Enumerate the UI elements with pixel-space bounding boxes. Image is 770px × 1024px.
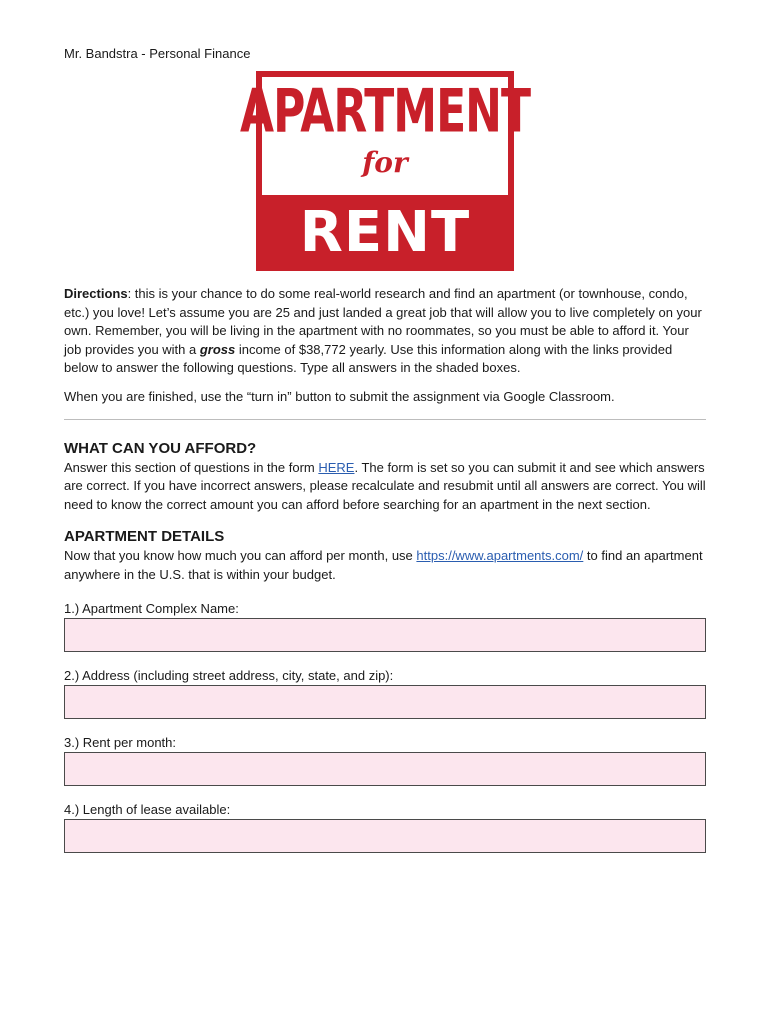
afford-heading: WHAT CAN YOU AFFORD? [64, 439, 257, 457]
directions-text-1: : this is your chance to do some real-world research and find an apartment (or townhouse, condo, etc.) you love! Let’s assume you are 25 and just landed a great job that will allow you to live completely on your own. Remember, you will be living in the apartment with no roommates, so you must be able to afford it. Your job provides you with a [64, 286, 702, 357]
afford-text-1: Answer this section of questions in the form [64, 459, 319, 475]
question-1-label: 1.) Apartment Complex Name: [64, 600, 239, 616]
apartments-com-link[interactable]: https://www.apartments.com/ [416, 548, 584, 564]
course-header: Mr. Bandstra - Personal Finance [64, 46, 251, 61]
directions-paragraph [64, 285, 706, 378]
finish-instructions: When you are finished, use the “turn in” button to submit the assignment via Google Classroom. [64, 388, 615, 404]
gross-emphasis: gross [199, 341, 236, 357]
apartment-complex-name-field[interactable] [64, 618, 706, 652]
question-3-label: 3.) Rent per month: [64, 734, 176, 750]
question-4-label: 4.) Length of lease available: [64, 801, 231, 817]
sign-apartment-text: APARTMENT [240, 77, 530, 147]
details-paragraph [64, 547, 706, 584]
details-heading: APARTMENT DETAILS [64, 528, 225, 546]
question-2-label: 2.) Address (including street address, city, state, and zip): [64, 667, 394, 683]
question-1 [64, 601, 706, 652]
divider [64, 419, 706, 420]
lease-length-field[interactable] [64, 819, 706, 853]
rent-per-month-field[interactable] [64, 752, 706, 786]
form-here-link[interactable]: HERE [318, 459, 355, 475]
question-3 [64, 735, 706, 786]
afford-paragraph [64, 459, 706, 515]
afford-text-2: . The form is set so you can submit it and see which answers are correct. If you have incorrect answers, please recalculate and resubmit until all answers are correct. You will need to know the correct amount you can afford before searching for an apartment in the next section. [64, 459, 706, 512]
question-2 [64, 668, 706, 719]
apartment-for-rent-sign [240, 71, 530, 271]
sign-top-panel [240, 77, 530, 195]
details-section [64, 528, 706, 584]
details-text-1: Now that you know how much you can afford per month, use [64, 548, 417, 564]
afford-section [64, 440, 706, 515]
question-4 [64, 802, 706, 853]
details-text-2: to find an apartment anywhere in the U.S. that is within your budget. [64, 548, 703, 582]
directions-text-2: income of $38,772 yearly. Use this information along with the links provided below to answer the following questions. Type all answers in the shaded boxes. [64, 341, 673, 376]
sign-rent-text: RENT [299, 200, 471, 265]
address-field[interactable] [64, 685, 706, 719]
sign-for-text: for [362, 146, 408, 179]
directions-label: Directions [64, 286, 128, 301]
